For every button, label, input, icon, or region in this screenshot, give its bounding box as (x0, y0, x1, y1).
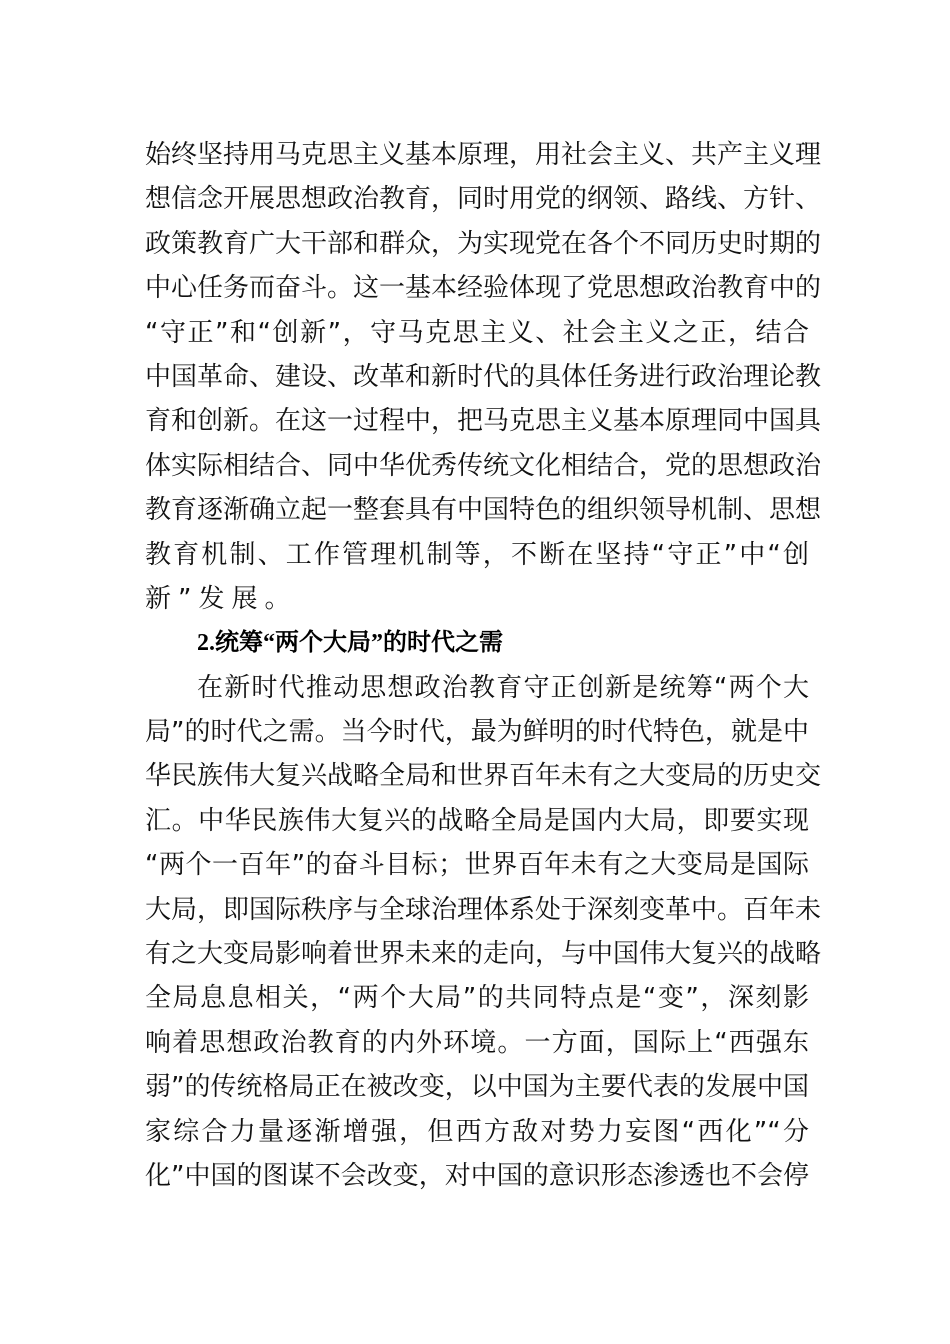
text-line: 中国革命、建设、改革和新时代的具体任务进行政治理论教 (145, 361, 822, 392)
text-line: “守正”和“创新”，守马克思主义、社会主义之正，结合 (145, 317, 809, 348)
text-line: 想信念开展思想政治教育，同时用党的纲领、路线、方针、 (145, 184, 822, 215)
text-line: 有之大变局影响着世界未来的走向，与中国伟大复兴的战略 (145, 939, 822, 970)
text-line: 弱”的传统格局正在被改变，以中国为主要代表的发展中国 (145, 1072, 809, 1103)
text-line: 化”中国的图谋不会改变，对中国的意识形态渗透也不会停 (145, 1160, 809, 1191)
text-line: “两个一百年”的奋斗目标；世界百年未有之大变局是国际 (145, 850, 809, 881)
text-line: 局”的时代之需。当今时代，最为鲜明的时代特色，就是中 (145, 717, 809, 748)
text-line: 汇。中华民族伟大复兴的战略全局是国内大局，即要实现 (145, 805, 809, 836)
text-line: 教育逐渐确立起一整套具有中国特色的组织领导机制、思想 (145, 495, 822, 526)
text-line: 体实际相结合、同中华优秀传统文化相结合，党的思想政治 (145, 450, 822, 481)
document-page (145, 133, 822, 1198)
text-line: 在新时代推动思想政治教育守正创新是统筹“两个大 (197, 672, 809, 703)
text-line: 政策教育广大干部和群众，为实现党在各个不同历史时期的 (145, 228, 822, 259)
paragraph-2 (145, 666, 822, 1199)
text-line: 始终坚持用马克思主义基本原理，用社会主义、共产主义理 (145, 140, 822, 170)
text-line: 大局，即国际秩序与全球治理体系处于深刻变革中。百年未 (145, 894, 822, 925)
section-heading: 2.统筹“两个大局”的时代之需 (197, 630, 503, 657)
text-line: 中心任务而奋斗。这一基本经验体现了党思想政治教育中的 (145, 273, 822, 304)
text-line: 育和创新。在这一过程中，把马克思主义基本原理同中国具 (145, 406, 822, 437)
text-line: 华民族伟大复兴战略全局和世界百年未有之大变局的历史交 (145, 761, 822, 792)
text-line: 教育机制、工作管理机制等，不断在坚持“守正”中“创 (145, 539, 809, 570)
text-line: 全局息息相关，“两个大局”的共同特点是“变”，深刻影 (145, 983, 809, 1014)
text-line: 家综合力量逐渐增强，但西方敌对势力妄图“西化”“分 (145, 1116, 809, 1147)
text-line: 响着思想政治教育的内外环境。一方面，国际上“西强东 (145, 1027, 809, 1058)
paragraph-1 (145, 133, 822, 621)
text-line: 新”发展。 (145, 583, 298, 614)
